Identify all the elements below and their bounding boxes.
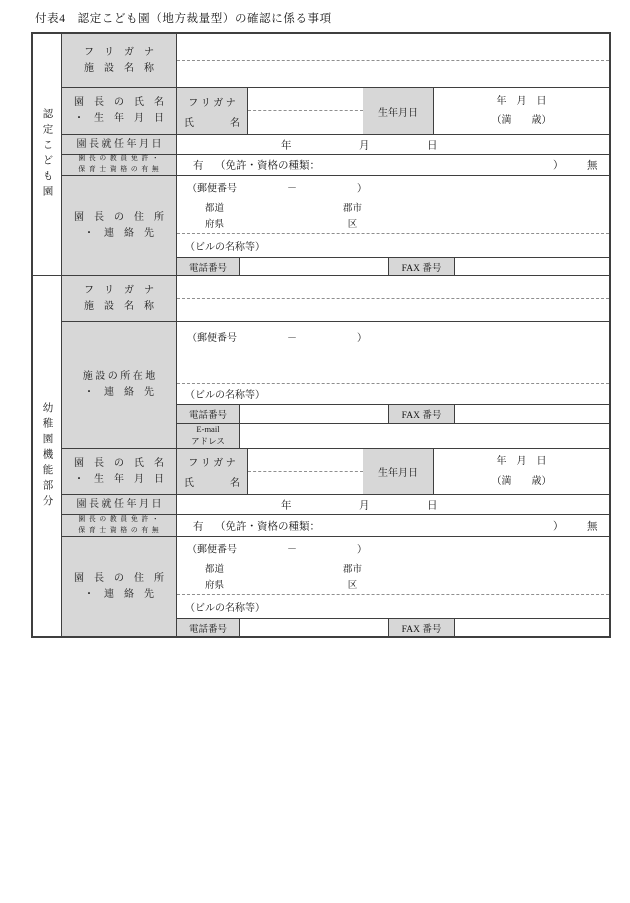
furigana-label: フ リ ガ ナ: [84, 46, 154, 58]
section-yochien-kino: [33, 275, 609, 636]
license-yes-option[interactable]: 有: [193, 160, 204, 172]
day-placeholder: 日: [427, 140, 438, 151]
director-address-label-line2: ・ 連 絡 先: [84, 227, 154, 239]
license-row: [62, 154, 609, 175]
postal-and-address-input[interactable]: [177, 322, 609, 383]
director-name-input[interactable]: [248, 111, 363, 134]
director-name-label: [62, 449, 177, 494]
director-name-row: [62, 448, 609, 494]
appointment-date-row: [62, 134, 609, 154]
appointment-date-input[interactable]: [177, 495, 609, 514]
building-name-label: （ビルの名称等）: [185, 390, 265, 402]
postal-code-input[interactable]: [177, 537, 609, 559]
license-type-label: （免許・資格の種類：: [215, 521, 320, 532]
license-label-line2: 保 育 士 資 格 の 有 無: [78, 166, 160, 173]
appointment-date-label: 園 長 就 任 年 月 日: [62, 135, 177, 154]
license-label: [62, 155, 177, 175]
director-furigana-input[interactable]: [248, 449, 363, 472]
prefecture-placeholder: 都道 府県: [205, 564, 225, 592]
postal-dash: －: [287, 333, 297, 344]
birthdate-age-placeholder: （満 歳）: [491, 475, 552, 487]
license-label-line2: 保 育 士 資 格 の 有 無: [78, 526, 160, 534]
director-name-input[interactable]: [248, 472, 363, 495]
fax-label: FAX 番号: [389, 405, 455, 423]
director-furigana-input[interactable]: [248, 88, 363, 111]
license-type-label: （免許・資格の種類：: [215, 160, 320, 172]
fax-label: FAX 番号: [389, 258, 455, 275]
section1-side-label: 認定こども園: [41, 108, 53, 201]
city-placeholder: 郡市 区: [343, 564, 363, 592]
section2-side-cell: [33, 276, 62, 636]
name-kanji-left: 氏: [184, 117, 194, 129]
director-name-label-line2: ・ 生 年 月 日: [74, 473, 164, 485]
director-address-label-line1: 園 長 の 住 所: [74, 211, 164, 223]
address-input[interactable]: [177, 559, 609, 595]
email-label: [177, 424, 240, 448]
appointment-date-row: [62, 494, 609, 514]
director-name-label-line1: 園 長 の 氏 名: [74, 97, 164, 108]
fax-input[interactable]: [455, 619, 609, 636]
birthdate-label: 生年月日: [363, 449, 434, 494]
facility-name-label: [62, 34, 177, 87]
license-label: [62, 515, 177, 536]
month-placeholder: 月: [359, 140, 370, 151]
site-address-label-line2: ・ 連 絡 先: [84, 387, 154, 398]
day-placeholder: 日: [427, 500, 438, 511]
license-label-line1: 園 長 の 教 員 免 許 ・: [78, 515, 160, 523]
license-answer-area: [177, 155, 609, 175]
director-furigana-sublabel: フ リ ガ ナ: [188, 458, 236, 470]
tel-input[interactable]: [240, 405, 389, 423]
director-name-sublabel: [177, 449, 248, 494]
appointment-date-label: 園 長 就 任 年 月 日: [62, 495, 177, 514]
birthdate-input[interactable]: [434, 449, 609, 494]
tel-label: 電話番号: [177, 619, 240, 636]
facility-furigana-input[interactable]: [177, 34, 609, 61]
fax-input[interactable]: [455, 258, 609, 275]
license-label-line1: 園 長 の 教 員 免 許 ・: [78, 155, 160, 163]
building-name-label: （ビルの名称等）: [185, 242, 265, 254]
postal-dash: －: [287, 544, 297, 556]
license-no-option[interactable]: 無: [587, 160, 598, 172]
facility-name-input[interactable]: [177, 299, 609, 321]
tel-label: 電話番号: [177, 258, 240, 275]
director-name-label-line2: ・ 生 年 月 日: [74, 113, 164, 124]
email-label-line1: E-mail: [196, 424, 220, 435]
postal-open-label: （郵便番号: [187, 183, 237, 195]
name-kanji-right: 名: [230, 477, 240, 489]
page-title: 付表4 認定こども園（地方裁量型）の確認に係る事項: [35, 13, 332, 25]
month-placeholder: 月: [359, 500, 370, 511]
email-row: [177, 423, 609, 448]
director-name-sublabel: [177, 88, 248, 134]
site-address-label-line1: 施 設 の 所 在 地: [82, 371, 156, 382]
phone-row: [177, 404, 609, 423]
facility-furigana-input[interactable]: [177, 276, 609, 299]
city-placeholder: 郡市 区: [343, 203, 363, 231]
building-name-label: （ビルの名称等）: [185, 603, 265, 615]
section1-side-cell: [33, 34, 62, 275]
site-address-row: [62, 321, 609, 448]
director-address-label: [62, 176, 177, 275]
phone-row: [177, 618, 609, 636]
license-yes-option[interactable]: 有: [193, 521, 204, 532]
license-answer-area: [177, 515, 609, 536]
facility-name-label: [62, 276, 177, 321]
tel-label: 電話番号: [177, 405, 240, 423]
tel-input[interactable]: [240, 619, 389, 636]
birthdate-ymd-placeholder: 年 月 日: [496, 456, 547, 467]
email-input[interactable]: [240, 424, 609, 448]
director-name-label: [62, 88, 177, 134]
furigana-label: フ リ ガ ナ: [84, 284, 154, 296]
license-paren-close: ）: [553, 160, 564, 172]
birthdate-label: 生年月日: [363, 88, 434, 134]
postal-code-input[interactable]: [177, 176, 609, 198]
birthdate-age-placeholder: （満 歳）: [491, 115, 552, 126]
birthdate-input[interactable]: [434, 88, 609, 134]
director-address-row: [62, 536, 609, 636]
prefecture-placeholder: 都道 府県: [205, 203, 225, 231]
license-paren-close: ）: [553, 521, 564, 532]
building-name-input[interactable]: [177, 594, 609, 618]
fax-label: FAX 番号: [389, 619, 455, 636]
site-address-label: [62, 322, 177, 448]
postal-close-label: ）: [357, 333, 367, 344]
facility-name-row: [62, 34, 609, 87]
confirmation-form-table: [31, 32, 611, 638]
phone-row: [177, 257, 609, 275]
section-nintei-kodomoen: [33, 34, 609, 275]
postal-dash: －: [287, 183, 297, 195]
director-address-label: [62, 537, 177, 636]
postal-open-label: （郵便番号: [187, 544, 237, 556]
director-address-label-line1: 園 長 の 住 所: [74, 572, 164, 584]
building-name-input[interactable]: [177, 233, 609, 257]
name-kanji-right: 名: [230, 117, 240, 129]
license-row: [62, 514, 609, 536]
postal-close-label: ）: [357, 183, 367, 195]
director-furigana-sublabel: フ リ ガ ナ: [188, 97, 236, 109]
director-name-row: [62, 87, 609, 134]
director-address-label-line2: ・ 連 絡 先: [84, 588, 154, 600]
address-input[interactable]: [177, 198, 609, 234]
facility-name-input[interactable]: [177, 61, 609, 87]
postal-open-label: （郵便番号: [187, 333, 237, 344]
facility-label: 施 設 名 称: [84, 62, 154, 74]
director-address-row: [62, 175, 609, 275]
facility-label: 施 設 名 称: [84, 300, 154, 312]
appointment-date-input[interactable]: [177, 135, 609, 154]
year-placeholder: 年: [281, 140, 292, 151]
name-kanji-left: 氏: [184, 477, 194, 489]
fax-input[interactable]: [455, 405, 609, 423]
birthdate-ymd-placeholder: 年 月 日: [496, 95, 547, 107]
postal-close-label: ）: [357, 544, 367, 556]
director-name-label-line1: 園 長 の 氏 名: [74, 457, 164, 469]
email-label-line2: アドレス: [191, 435, 225, 446]
year-placeholder: 年: [281, 500, 292, 511]
tel-input[interactable]: [240, 258, 389, 275]
section2-side-label: 幼稚園機能部分: [41, 401, 53, 511]
facility-name-row: [62, 276, 609, 321]
building-name-input[interactable]: [177, 383, 609, 405]
license-no-option[interactable]: 無: [587, 521, 598, 532]
